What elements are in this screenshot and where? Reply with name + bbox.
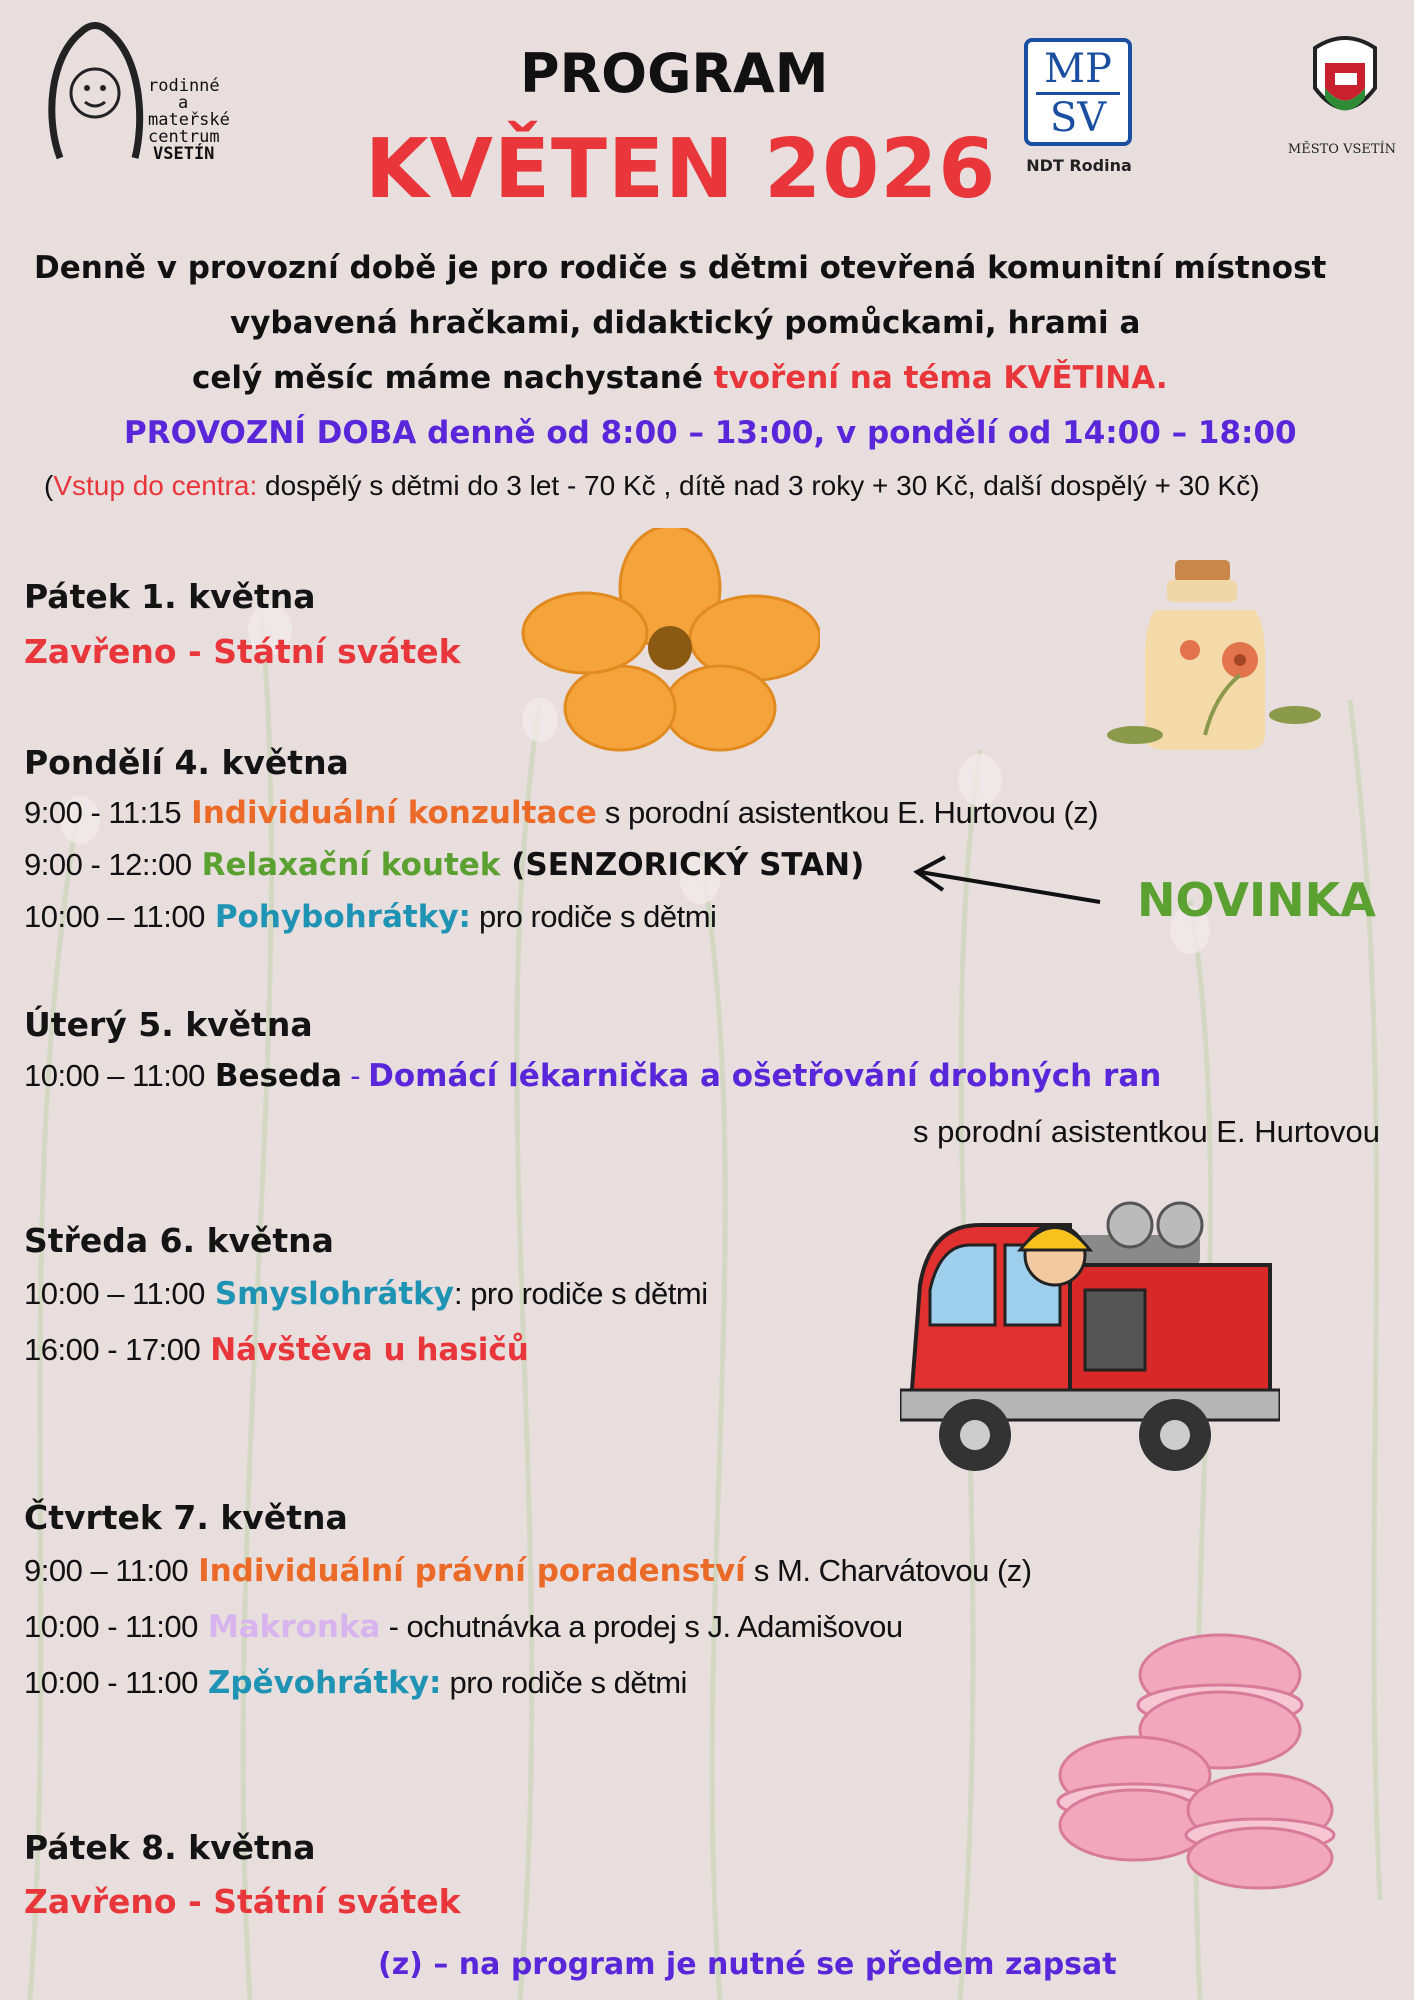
logo-text-3: mateřské: [148, 110, 230, 130]
intro-theme: tvoření na téma KVĚTINA.: [713, 360, 1168, 396]
entry-label: Vstup do centra:: [53, 470, 258, 501]
event-time: 10:00 – 11:00: [24, 899, 205, 934]
intro-line-3-start: celý měsíc máme nachystané: [192, 360, 714, 396]
day-title-may-1: Pátek 1. května: [24, 577, 316, 616]
event-detail: pro rodiče s dětmi: [441, 1665, 687, 1700]
event-time: 9:00 - 11:15: [24, 795, 182, 830]
event-time: 10:00 - 11:00: [24, 1665, 198, 1700]
event-may-5-1: [24, 1058, 1161, 1094]
day-title-may-4: Pondělí 4. května: [24, 743, 349, 782]
event-may-6-1: [24, 1276, 708, 1312]
town-caption: MĚSTO VSETÍN: [1287, 142, 1397, 157]
event-detail: : pro rodiče s dětmi: [453, 1276, 708, 1311]
event-name: Relaxační koutek: [201, 847, 501, 883]
page-title: KVĚTEN 2026: [365, 122, 997, 217]
event-may-4-3: [24, 899, 716, 935]
event-name: Beseda: [214, 1058, 343, 1094]
entry-prices: dospělý s dětmi do 3 let - 70 Kč , dítě nad 3 roky + 30 Kč, další dospělý + 30 Kč): [257, 470, 1260, 501]
mpsv-logo: [1024, 38, 1134, 183]
logo-text-5: VSETÍN: [153, 144, 215, 164]
day-title-may-5: Úterý 5. května: [24, 1005, 313, 1044]
event-may-7-2: [24, 1609, 903, 1645]
event-name: Pohybohrátky:: [214, 899, 471, 935]
event-may-4-1: [24, 795, 1098, 831]
logo-text-1: rodinné: [148, 76, 220, 96]
org-logo: [40, 18, 240, 168]
event-name: Individuální právní poradenství: [198, 1553, 746, 1589]
arrow-left-icon: [905, 852, 1105, 912]
title-program: PROGRAM: [520, 42, 829, 105]
fire-truck-icon: [900, 1195, 1280, 1485]
family-logo-icon: [40, 18, 150, 168]
entry-fee: [44, 470, 1260, 502]
jar-flower-icon: [1105, 555, 1325, 755]
intro-line-2: vybavená hračkami, didaktický pomůckami, hrami a: [230, 305, 1141, 341]
intro-line-1: Denně v provozní době je pro rodiče s dětmi otevřená komunitní místnost: [34, 250, 1327, 286]
event-time: 16:00 - 17:00: [24, 1332, 201, 1367]
event-may-6-2: [24, 1332, 529, 1368]
coat-of-arms-icon: [1290, 28, 1400, 138]
day-title-may-8: Pátek 8. května: [24, 1828, 316, 1867]
mpsv-caption: NDT Rodina: [1026, 156, 1132, 175]
event-topic: Domácí lékarnička a ošetřování drobných ran: [368, 1058, 1162, 1094]
event-time: 9:00 - 12::00: [24, 847, 192, 882]
event-detail: (SENZORICKÝ STAN): [500, 847, 865, 883]
macarons-icon: [1050, 1630, 1350, 1890]
event-may-7-3: [24, 1665, 687, 1701]
event-detail: s porodní asistentkou E. Hurtovou (z): [596, 795, 1099, 830]
event-detail: - ochutnávka a prodej s J. Adamišovou: [380, 1609, 903, 1644]
town-logo: [1287, 28, 1400, 173]
event-time: 10:00 – 11:00: [24, 1276, 205, 1311]
event-may-7-1: [24, 1553, 1032, 1589]
closed-may-8: Zavřeno - Státní svátek: [24, 1882, 461, 1921]
footer-note: (z) – na program je nutné se předem zapsat: [378, 1947, 1117, 1982]
logo-text-2: a: [178, 93, 189, 113]
intro-line-3: [192, 360, 1168, 396]
orange-flower-icon: [520, 528, 820, 758]
event-name: Smyslohrátky: [214, 1276, 454, 1312]
day-title-may-6: Středa 6. května: [24, 1221, 334, 1260]
event-time: 10:00 - 11:00: [24, 1609, 198, 1644]
event-time: 10:00 – 11:00: [24, 1058, 205, 1093]
opening-hours: PROVOZNÍ DOBA denně od 8:00 – 13:00, v pondělí od 14:00 – 18:00: [124, 415, 1297, 451]
event-name: Individuální konzultace: [191, 795, 597, 831]
closed-may-1: Zavřeno - Státní svátek: [24, 632, 461, 671]
event-detail: pro rodiče s dětmi: [470, 899, 717, 934]
mpsv-top: MP: [1036, 46, 1120, 95]
event-dash: -: [342, 1058, 369, 1093]
event-may-4-2: [24, 847, 864, 883]
event-time: 9:00 – 11:00: [24, 1553, 189, 1588]
event-detail: s M. Charvátovou (z): [745, 1553, 1032, 1588]
novinka-label: NOVINKA: [1137, 873, 1376, 927]
logo-text-4: centrum: [148, 127, 220, 147]
event-name: Návštěva u hasičů: [210, 1332, 529, 1368]
day-title-may-7: Čtvrtek 7. května: [24, 1498, 348, 1537]
event-may-5-note: s porodní asistentkou E. Hurtovou: [913, 1114, 1380, 1149]
event-name: Zpěvohrátky:: [207, 1665, 442, 1701]
entry-paren: (: [44, 470, 54, 501]
event-name: Makronka: [207, 1609, 381, 1645]
mpsv-bottom: SV: [1049, 95, 1107, 141]
